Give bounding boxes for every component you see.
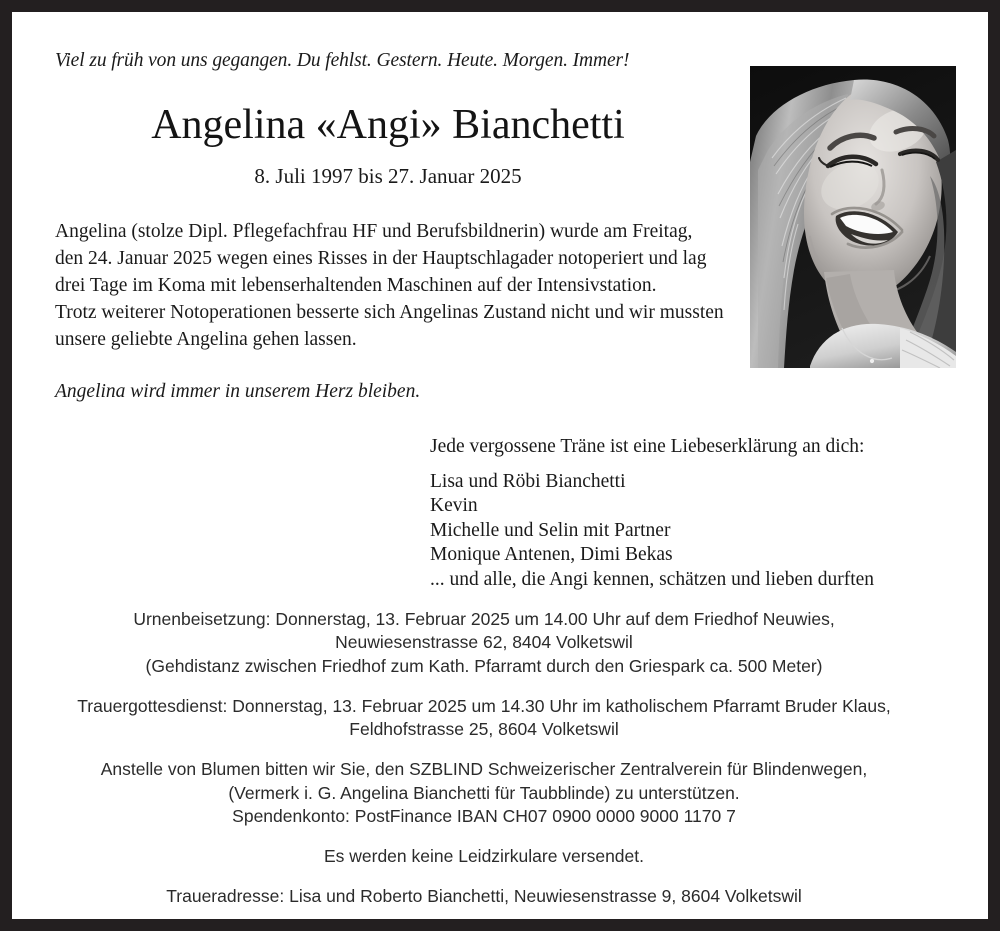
no-circulars-note — [24, 845, 944, 868]
donation-details — [24, 758, 944, 828]
family-block — [430, 437, 988, 589]
family-member: Lisa und Röbi Bianchetti — [430, 470, 626, 492]
family-intro: Jede vergossene Träne ist eine Liebeserklärung an dich: — [430, 436, 865, 457]
service-line-1: Trauergottesdienst: Donnerstag, 13. Februar 2025 um 14.30 Uhr im katholischem Pfarramt Bruder Klaus, — [77, 695, 891, 716]
mourning-address — [24, 885, 944, 908]
family-others: ... und alle, die Angi kennen, schätzen und lieben durften — [430, 568, 875, 590]
story-paragraph-2: Trotz weiterer Notoperationen besserte sich Angelinas Zustand nicht und wir mussten unsere geliebte Angelina gehen lassen. — [55, 301, 724, 350]
deceased-name: Angelina «Angi» Bianchetti — [151, 102, 625, 148]
donation-line-2: (Vermerk i. G. Angelina Bianchetti für Taubblinde) zu unterstützen. — [228, 782, 740, 803]
mourning-address-text: Traueradresse: Lisa und Roberto Bianchetti, Neuwiesenstrasse 9, 8604 Volketswil — [166, 886, 802, 907]
donation-account: Spendenkonto: PostFinance IBAN CH07 0900 0000 9000 1170 7 — [232, 805, 736, 826]
life-dates: 8. Juli 1997 bis 27. Januar 2025 — [254, 164, 522, 188]
service-details — [24, 695, 944, 742]
family-member: Monique Antenen, Dimi Bekas — [430, 544, 673, 565]
family-member: Kevin — [430, 495, 478, 516]
burial-details — [24, 608, 944, 678]
story-closing-line: Angelina wird immer in unserem Herz bleiben. — [55, 381, 421, 402]
arrangements-block — [24, 608, 944, 909]
portrait-photo-graphic — [750, 66, 956, 368]
epitaph-line: Viel zu früh von uns gegangen. Du fehlst. Gestern. Heute. Morgen. Immer! — [55, 50, 630, 71]
service-line-2: Feldhofstrasse 25, 8604 Volketswil — [349, 719, 619, 740]
story-paragraph-1: Angelina (stolze Dipl. Pflegefachfrau HF und Berufsbildnerin) wurde am Freitag, den 24. Januar 2025 wegen eines Risses in der Hauptschlagader notoperiert und lag drei Tage im Koma mit lebenserhaltenden Maschinen auf der Intensivstation. — [55, 221, 707, 296]
no-circulars-text: Es werden keine Leidzirkulare versendet. — [323, 846, 645, 867]
burial-line-3: (Gehdistanz zwischen Friedhof zum Kath. Pfarramt durch den Griespark ca. 500 Meter) — [145, 655, 823, 676]
obituary-sheet — [12, 12, 988, 919]
burial-line-2: Neuwiesenstrasse 62, 8404 Volketswil — [335, 632, 633, 653]
story-text — [55, 219, 725, 354]
donation-line-1: Anstelle von Blumen bitten wir Sie, den SZBLIND Schweizerischer Zentralverein für Blindenwegen, — [100, 759, 868, 780]
burial-line-1: Urnenbeisetzung: Donnerstag, 13. Februar 2025 um 14.00 Uhr auf dem Friedhof Neuwies, — [133, 609, 835, 629]
portrait-photo — [750, 66, 956, 368]
family-member: Michelle und Selin mit Partner — [430, 519, 671, 541]
